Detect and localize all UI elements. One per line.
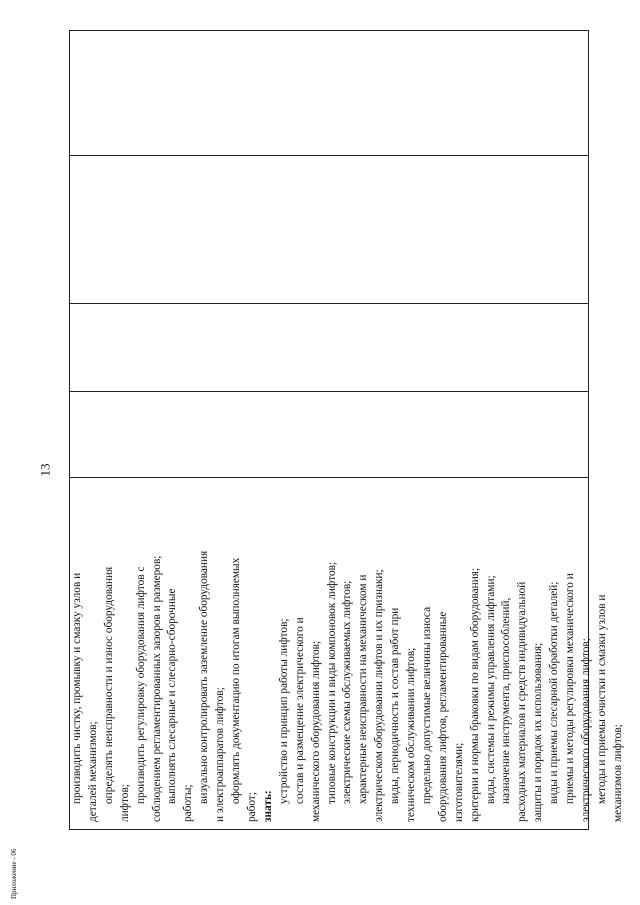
text-line: выполнять слесарные и слесарно-сборочные: [166, 588, 179, 804]
table-border-left: [69, 829, 589, 830]
text-line: лифтов;: [118, 784, 131, 822]
text-line: знать:: [261, 790, 274, 822]
text-line: типовые конструкции и виды компоновок лифтов;: [325, 561, 338, 804]
text-line: электрическом оборудовании лифтов и их признаки;: [373, 569, 386, 822]
footer-note: Приложение - 06: [10, 848, 18, 899]
text-line: деталей механизмов;: [86, 721, 99, 822]
text-line: устройство и принцип работы лифтов;: [277, 618, 290, 804]
column-divider: [69, 155, 589, 156]
text-line: и электроаппаратов лифтов;: [214, 687, 227, 822]
text-line: техническом обслуживании лифтов;: [405, 647, 418, 822]
text-line: критерии и нормы браковки по видам оборудования;: [468, 567, 481, 822]
text-line: защиты и порядок их использования;: [532, 642, 545, 822]
text-line: характерные неисправности на механическом и: [357, 574, 370, 804]
text-line: изготовителями;: [452, 742, 465, 822]
rotated-page: [69, 30, 624, 830]
text-line: состав и размещение электрического и: [293, 617, 306, 804]
text-line: виды, периодичность и состав работ при: [389, 607, 402, 804]
column-divider: [69, 477, 589, 478]
text-line: приемы и методы регулировки механического и: [564, 573, 577, 804]
text-line: виды и приемы слесарной обработки деталей;: [548, 581, 561, 804]
text-line: оформлять документацию по итогам выполняемых: [230, 557, 243, 804]
text-line: производить регулировку оборудования лифтов с: [134, 566, 147, 804]
text-line: назначение инструмента, приспособлений,: [500, 597, 513, 804]
table-border-right: [69, 30, 589, 31]
text-line: оборудования лифтов, регламентированные: [436, 611, 449, 822]
text-line: электрического оборудования лифтов;: [580, 638, 592, 822]
column-divider: [69, 303, 589, 304]
competency-table: [69, 30, 624, 830]
text-line: работы;: [182, 784, 195, 822]
text-line: соблюдением регламентированных зазоров и размеров;: [150, 555, 163, 822]
text-line: производить чистку, промывку и смазку узлов и: [71, 572, 83, 804]
skills-knowledge-cell: [70, 479, 624, 822]
page-number: 13: [37, 463, 53, 477]
text-line: виды, системы и режимы управления лифтами;: [484, 575, 497, 804]
text-line: предельно допустимые величины износа: [420, 606, 433, 804]
text-line: работ;: [245, 792, 258, 822]
text-line: расходных материалов и средств индивидуальной: [516, 581, 529, 822]
text-line: визуально контролировать заземление оборудования: [198, 550, 211, 804]
text-line: механического оборудования лифтов;: [309, 640, 322, 822]
text-line: механизмов лифтов;: [611, 724, 624, 822]
text-line: определять неисправности и износ оборудования: [102, 566, 115, 804]
text-line: электрические схемы обслуживаемых лифтов;: [341, 580, 354, 804]
text-line: методы и приемы очистки и смазки узлов и: [595, 594, 608, 804]
column-divider: [69, 391, 589, 392]
